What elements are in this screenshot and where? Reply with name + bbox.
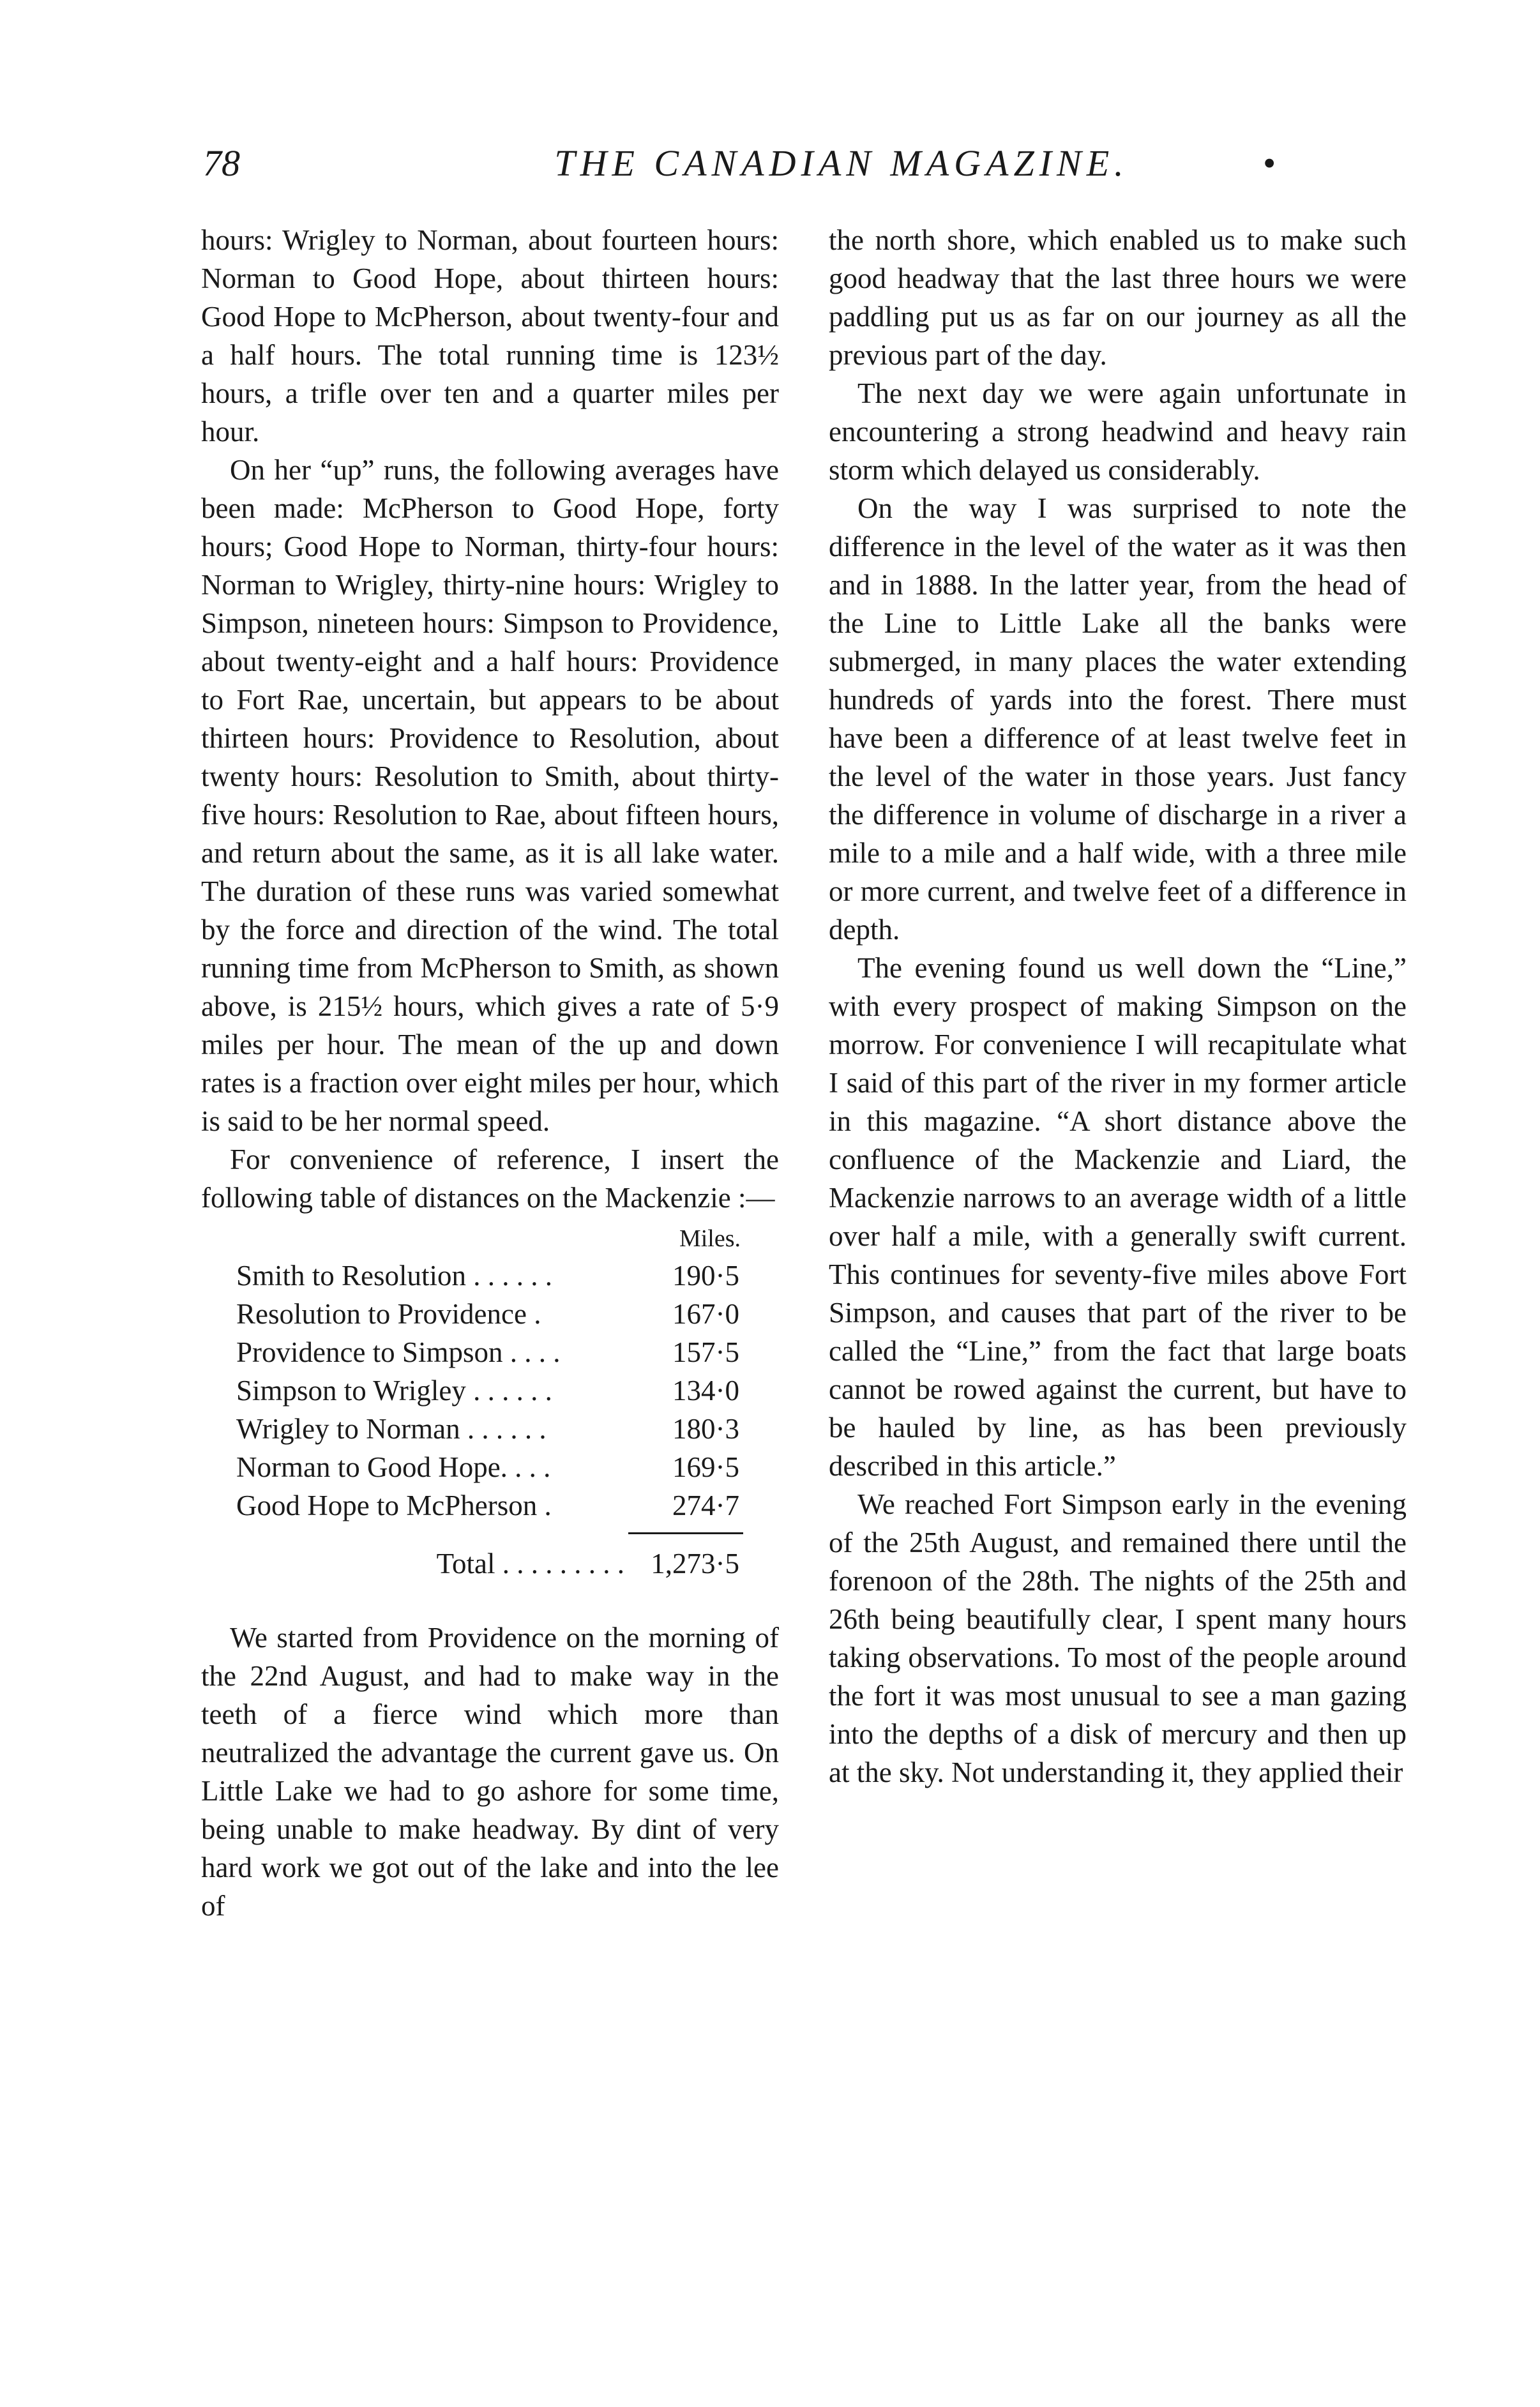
miles-cell: 169·5 [672,1451,739,1483]
miles-cell: 180·3 [672,1413,739,1445]
table-row [201,1256,779,1295]
miles-cell: 167·0 [672,1298,739,1330]
total-rule [628,1532,743,1534]
running-title: THE CANADIAN MAGAZINE. [554,142,1129,184]
miles-cell: 157·5 [672,1336,739,1368]
total-value: 1,273·5 [651,1548,739,1580]
route-cell: Simpson to Wrigley . . . . . . [236,1375,552,1407]
miles-cell: 190·5 [672,1260,739,1292]
right-column [829,221,1407,1792]
left-column [201,221,779,1925]
miles-cell: 274·7 [672,1490,739,1521]
table-row [201,1333,779,1371]
miles-cell: 134·0 [672,1375,739,1407]
route-cell: Providence to Simpson . . . . [236,1336,561,1368]
header-mark: • [1263,142,1276,184]
table-row [201,1486,779,1525]
table-row [201,1295,779,1333]
paragraph: On the way I was surprised to note the difference in the level of the water as it was then and in 1888. In the latter year, from the head of the Line to Little Lake all the banks were submerged, in many places the water extending hundreds of yards into the forest. There must have been a difference of at least twelve feet in the level of the water in those years. Just fancy the difference in volume of discharge in a river a mile to a mile and a half wide, with a three mile or more current, and twelve feet of a difference in depth. [829,492,1407,946]
table-header-miles: Miles. [679,1225,741,1252]
paragraph: On her “up” runs, the following averages have been made: McPherson to Good Hope, forty hours; Good Hope to Norman, thirty-four hours: Norman to Wrigley, thirty-nine hours: Wrigley to Simpson, nineteen hours: Simpson to Providence, about twenty-eight and a half hours: Providence to Fort Rae, uncertain, but appears to be about thirteen hours: Providence to Resolution, about twenty hours: Resolution to Smith, about thirty-five hours: Resolution to Rae, about fifteen hours, and return about the same, as it is all lake water. The duration of these runs was varied somewhat by the force and direction of the wind. The total running time from McPherson to Smith, as shown above, is 215½ hours, which gives a rate of 5·9 miles per hour. The mean of the up and down rates is a fraction over eight miles per hour, which is said to be her normal speed. [201,454,779,1137]
route-cell: Good Hope to McPherson . [236,1490,552,1521]
paragraph: The next day we were again unfortunate in encountering a strong headwind and heavy rain storm which delayed us considerably. [829,377,1407,486]
total-row [201,1544,779,1583]
paragraph: the north shore, which enabled us to make such good headway that the last three hours we were paddling put us as far on our journey as all the previous part of the day. [829,224,1407,371]
total-label: Total . . . . . . . . . [436,1548,624,1580]
page-header [203,142,1435,199]
paragraph: hours: Wrigley to Norman, about fourteen hours: Norman to Good Hope, about thirteen hours: Good Hope to McPherson, about twenty-four and a half hours. The total running time is 123½ hours, a trifle over ten and a quarter miles per hour. [201,224,779,448]
table-row [201,1448,779,1486]
spacer [201,1583,779,1618]
page-number: 78 [203,142,240,184]
paragraph: The evening found us well down the “Line,” with every prospect of making Simpson on the morrow. For convenience I will recapitulate what I said of this part of the river in my former article in this magazine. “A short distance above the confluence of the Mackenzie and Liard, the Mackenzie narrows to an average width of a little over half a mile, with a generally swift current. This continues for seventy-five miles above Fort Simpson, and causes that part of the river to be called the “Line,” from the fact that large boats cannot be rowed against the current, but have to be hauled by line, as has been previously described in this article.” [829,952,1407,1482]
paragraph: We reached Fort Simpson early in the evening of the 25th August, and remained there until the forenoon of the 28th. The nights of the 25th and 26th being beautifully clear, I spent many hours taking observations. To most of the people around the fort it was most unusual to see a man gazing into the depths of a disk of mercury and then up at the sky. Not understanding it, they applied their [829,1488,1407,1788]
paragraph: We started from Providence on the morning of the 22nd August, and had to make way in the teeth of a fierce wind which more than neutralized the advantage the current gave us. On Little Lake we had to go ashore for some time, being unable to make headway. By dint of very hard work we got out of the lake and into the lee of [201,1622,779,1922]
route-cell: Norman to Good Hope. . . . [236,1451,551,1483]
table-row [201,1371,779,1410]
distance-table [201,1221,779,1583]
route-cell: Smith to Resolution . . . . . . [236,1260,553,1292]
paragraph: For convenience of reference, I insert the following table of distances on the Mackenzie :— [201,1143,779,1214]
route-cell: Wrigley to Norman . . . . . . [236,1413,547,1445]
route-cell: Resolution to Providence . [236,1298,541,1330]
table-row [201,1410,779,1448]
